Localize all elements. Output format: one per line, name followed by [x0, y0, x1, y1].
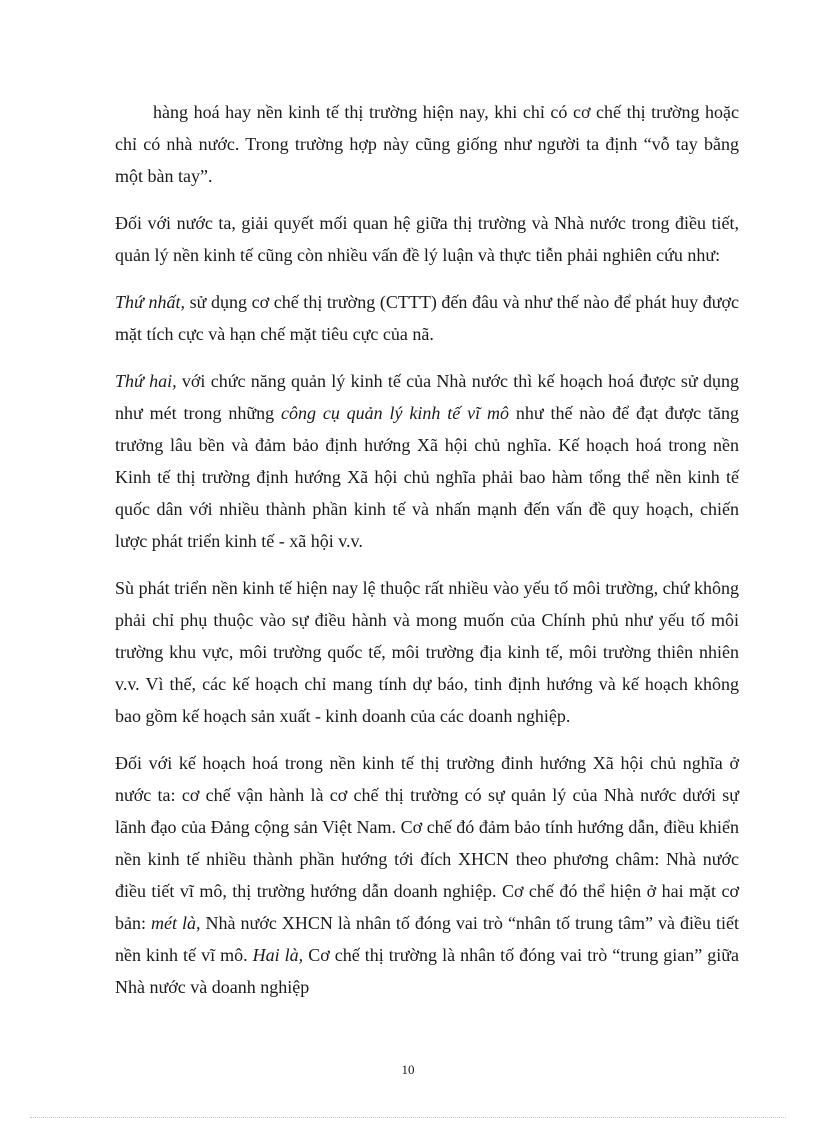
- paragraph-text: với chức năng quản lý kinh tế của Nhà nước thì kế hoạch hoá được sử dụng như mét trong những: [115, 371, 739, 423]
- paragraph-text: như thế nào để đạt được tăng trưởng lâu bền và đảm bảo định hướng Xã hội chủ nghĩa. Kế hoạch hoá trong nền Kinh tế thị trường định hướng Xã hội chủ nghĩa phải bao hàm tổng thể nền kinh tế quốc dân với nhiều thành phần kinh tế và nhấn mạnh đến vấn đề quy hoạch, chiến lược phát triển kinh tế - xã hội v.v.: [115, 403, 739, 551]
- document-body: [115, 96, 739, 1018]
- paragraph: [115, 572, 739, 732]
- italic-lead: Thứ nhất,: [115, 292, 185, 312]
- paragraph-text: hàng hoá hay nền kinh tế thị trường hiện nay, khi chỉ có cơ chế thị trường hoặc chỉ có nhà nước. Trong trường hợp này cũng giống như người ta định “vỗ tay bằng một bàn tay”.: [115, 102, 739, 186]
- paragraph-text: Sù phát triển nền kinh tế hiện nay lệ thuộc rất nhiều vào yếu tố môi trường, chứ không phải chỉ phụ thuộc vào sự điều hành và mong muốn của Chính phủ như yếu tố môi trường khu vực, môi trường quốc tế, môi trường địa kinh tế, môi trường thiên nhiên v.v. Vì thế, các kế hoạch chỉ mang tính dự báo, tinh định hướng và kế hoạch không bao gồm kế hoạch sản xuất - kinh doanh của các doanh nghiệp.: [115, 578, 739, 726]
- italic-phrase: Hai là,: [252, 945, 304, 965]
- page-bottom-divider: [30, 1117, 786, 1118]
- paragraph-text: sử dụng cơ chế thị trường (CTTT) đến đâu và như thế nào để phát huy được mặt tích cực và hạn chế mặt tiêu cực của nã.: [115, 292, 739, 344]
- paragraph-text: Đối với kế hoạch hoá trong nền kinh tế thị trường đinh hướng Xã hội chủ nghĩa ở nước ta: cơ chế vận hành là cơ chế thị trường có sự quản lý của Nhà nước dưới sự lãnh đạo của Đảng cộng sản Việt Nam. Cơ chế đó đảm bảo tính hướng dẫn, điều khiển nền kinh tế nhiều thành phần hướng tới đích XHCN theo phương châm: Nhà nước điều tiết vĩ mô, thị trường hướng dẫn doanh nghiệp. Cơ chế đó thể hiện ở hai mặt cơ bản:: [115, 753, 739, 933]
- paragraph-text: Nhà nước XHCN là nhân tố đóng vai trò “nhân tố trung tâm” và điều tiết nền kinh tế vĩ mô.: [115, 913, 739, 965]
- paragraph: [115, 207, 739, 271]
- paragraph-continuation: [115, 96, 739, 192]
- italic-lead: Thứ hai,: [115, 371, 177, 391]
- paragraph-text: Cơ chế thị trường là nhân tố đóng vai trò “trung gian” giữa Nhà nước và doanh nghiệp: [115, 945, 739, 997]
- paragraph: [115, 365, 739, 557]
- paragraph: [115, 286, 739, 350]
- page-number: 10: [401, 1062, 415, 1077]
- italic-phrase: mét là,: [151, 913, 201, 933]
- paragraph-text: Đối với nước ta, giải quyết mối quan hệ giữa thị trường và Nhà nước trong điều tiết, quản lý nền kinh tế cũng còn nhiều vấn đề lý luận và thực tiễn phải nghiên cứu như:: [115, 213, 739, 265]
- paragraph: [115, 747, 739, 1003]
- italic-phrase: công cụ quản lý kinh tế vĩ mô: [280, 403, 509, 423]
